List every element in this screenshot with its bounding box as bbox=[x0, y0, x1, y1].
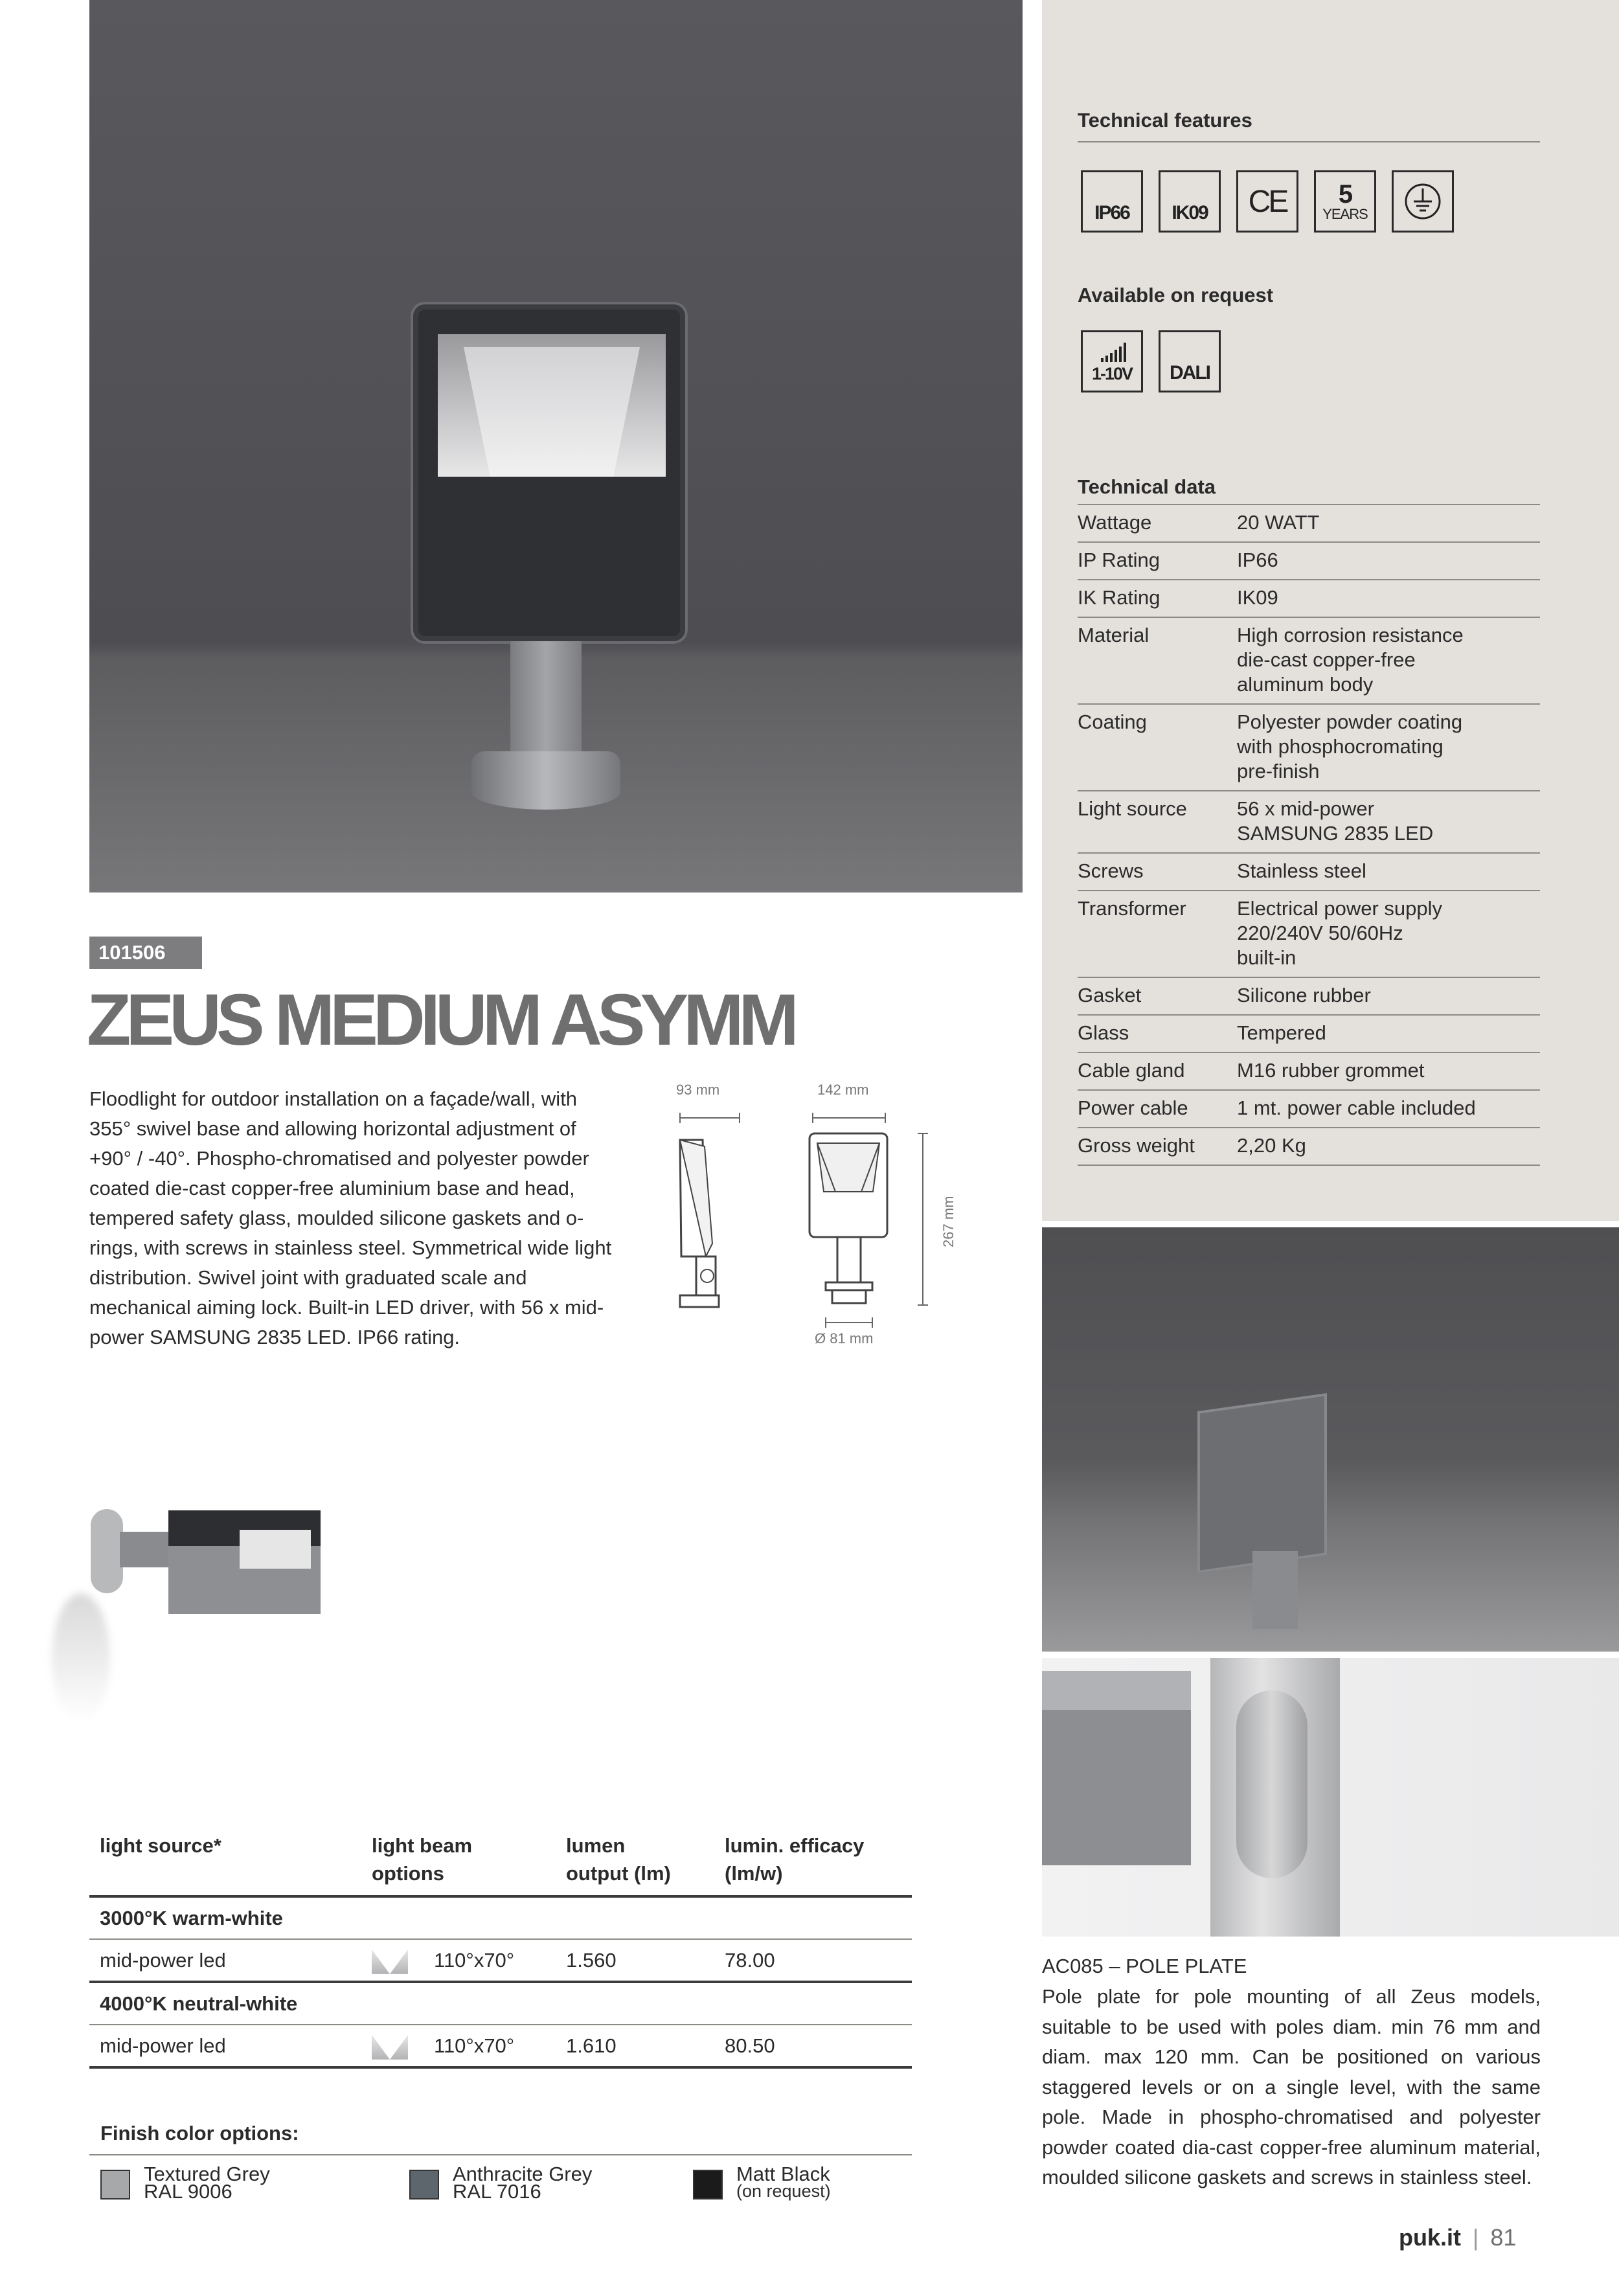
floodlight-head-side bbox=[1042, 1671, 1191, 1865]
floodlight-back-view bbox=[1197, 1393, 1327, 1573]
signal-bars-icon bbox=[1101, 343, 1126, 362]
tech-data-key: Coating bbox=[1078, 704, 1237, 791]
accessory-description: Pole plate for pole mounting of all Zeus models, suitable to be used with poles diam. min 76 mm and diam. max 120 mm. Can be positioned on various staggered levels or on a single level, with the same pole. Made in phospho-chromatised and polyester powder coated dia-cast copper-free aluminum material, moulded silicone gaskets and screws in stainless steel. bbox=[1042, 1985, 1541, 2188]
color-swatch-textured-grey bbox=[100, 2170, 130, 2199]
color-swatch-matt-black bbox=[693, 2170, 723, 2199]
technical-features-badges bbox=[1081, 170, 1454, 233]
tech-data-value: Polyester powder coating with phosphocromating pre-finish bbox=[1237, 704, 1540, 791]
table-cell-beam bbox=[361, 2025, 556, 2067]
tech-data-key: IK Rating bbox=[1078, 580, 1237, 617]
floodlight-base bbox=[471, 751, 620, 810]
color-swatch-anthracite-grey bbox=[409, 2170, 439, 2199]
accessory-title: AC085 – POLE PLATE bbox=[1042, 1955, 1247, 1977]
finish-label-textured-grey: Textured Grey RAL 9006 bbox=[144, 2163, 270, 2203]
dimension-height-label: 267 mm bbox=[940, 1196, 957, 1247]
table-row bbox=[1078, 505, 1540, 542]
ce-mark-icon: CE bbox=[1236, 170, 1298, 233]
dimming-1-10v-icon: 1-10V bbox=[1081, 330, 1143, 392]
floodlight-head bbox=[168, 1510, 321, 1614]
floodlight-head bbox=[413, 304, 685, 641]
page-footer bbox=[1399, 2224, 1516, 2251]
wall-bracket bbox=[91, 1509, 123, 1593]
dimension-depth-label: 93 mm bbox=[676, 1082, 720, 1098]
tech-data-value: 20 WATT bbox=[1237, 505, 1540, 542]
floodlight-swivel-base bbox=[1252, 1551, 1298, 1629]
tech-data-key: Gross weight bbox=[1078, 1128, 1237, 1165]
swivel-arm bbox=[120, 1532, 172, 1567]
tech-data-key: Wattage bbox=[1078, 505, 1237, 542]
tech-data-value: 56 x mid-power SAMSUNG 2835 LED bbox=[1237, 791, 1540, 853]
pole-plate bbox=[1236, 1690, 1308, 1878]
column-header-lumen-output: lumen output (lm) bbox=[556, 1832, 714, 1896]
beam-value: 110°x70° bbox=[434, 2034, 515, 2057]
column-header-efficacy: lumin. efficacy (lm/w) bbox=[714, 1832, 912, 1896]
tech-data-key: Light source bbox=[1078, 791, 1237, 853]
dimension-drawing bbox=[667, 1082, 978, 1367]
ip66-icon: IP66 bbox=[1081, 170, 1143, 233]
table-cell-source: mid-power led bbox=[89, 1939, 361, 1982]
tech-data-key: Transformer bbox=[1078, 891, 1237, 977]
table-cell-efficacy: 78.00 bbox=[714, 1939, 912, 1982]
table-row bbox=[1078, 853, 1540, 891]
beam-asymmetric-icon bbox=[372, 1949, 408, 1974]
product-title: ZEUS MEDIUM ASYMM bbox=[87, 979, 794, 1060]
tech-data-value: Electrical power supply 220/240V 50/60Hz built-in bbox=[1237, 891, 1540, 977]
table-row bbox=[1078, 580, 1540, 617]
hero-product-photo bbox=[89, 0, 1023, 892]
floodlight-reflector bbox=[438, 334, 666, 477]
table-row bbox=[1078, 977, 1540, 1015]
tech-data-value: 1 mt. power cable included bbox=[1237, 1090, 1540, 1128]
page-number: 81 bbox=[1490, 2224, 1517, 2251]
table-row bbox=[1078, 1015, 1540, 1052]
tech-data-key: IP Rating bbox=[1078, 542, 1237, 580]
tech-data-value: High corrosion resistance die-cast copper-free aluminum body bbox=[1237, 617, 1540, 704]
finish-label-anthracite-grey: Anthracite Grey RAL 7016 bbox=[453, 2163, 593, 2203]
earth-ground-icon bbox=[1392, 170, 1454, 233]
floodlight-swivel-joint bbox=[510, 641, 582, 758]
table-cell-lumen: 1.610 bbox=[556, 2025, 714, 2067]
dali-icon: DALI bbox=[1159, 330, 1221, 392]
table-row bbox=[1078, 791, 1540, 853]
five-years-warranty-icon: 5 YEARS bbox=[1314, 170, 1376, 233]
table-row bbox=[1078, 891, 1540, 977]
table-row bbox=[1078, 1128, 1540, 1165]
table-cell-lumen: 1.560 bbox=[556, 1939, 714, 1982]
finish-options-title: Finish color options: bbox=[100, 2122, 299, 2144]
table-row bbox=[1078, 1090, 1540, 1128]
ik09-icon: IK09 bbox=[1159, 170, 1221, 233]
light-glow bbox=[52, 1593, 110, 1723]
table-row bbox=[1078, 617, 1540, 704]
wall-mounted-floodlight-photo bbox=[52, 1503, 337, 1723]
tech-data-key: Cable gland bbox=[1078, 1052, 1237, 1090]
floodlight-angled-photo bbox=[1042, 1227, 1619, 1652]
brand-link[interactable]: puk.it bbox=[1399, 2224, 1461, 2251]
tech-data-value: 2,20 Kg bbox=[1237, 1128, 1540, 1165]
beam-asymmetric-icon bbox=[372, 2035, 408, 2060]
tech-data-value: IK09 bbox=[1237, 580, 1540, 617]
tech-data-key: Screws bbox=[1078, 853, 1237, 891]
table-row bbox=[1078, 542, 1540, 580]
tech-data-value: M16 rubber grommet bbox=[1237, 1052, 1540, 1090]
column-header-light-source: light source* bbox=[89, 1832, 361, 1896]
table-cell-source: mid-power led bbox=[89, 2025, 361, 2067]
table-cell-beam bbox=[361, 1939, 556, 1982]
table-row bbox=[1078, 704, 1540, 791]
tech-data-value: Stainless steel bbox=[1237, 853, 1540, 891]
light-specification-table bbox=[89, 1832, 912, 2069]
beam-value: 110°x70° bbox=[434, 1949, 515, 1972]
available-on-request-title: Available on request bbox=[1078, 284, 1274, 306]
table-cell-efficacy: 80.50 bbox=[714, 2025, 912, 2067]
group-warm-white: 3000°K warm-white bbox=[89, 1896, 912, 1939]
tech-data-value: Silicone rubber bbox=[1237, 977, 1540, 1015]
product-description: Floodlight for outdoor installation on a façade/wall, with 355° swivel base and allowing horizontal adjustment of +90° / -40°. Phospho-chromatised and polyester powder coated die-cast copper-free aluminium base and head, tempered safety glass, moulded silicone gaskets and o-rings, with screws in stainless steel. Symmetrical wide light distribution. Swivel joint with graduated scale and mechanical aiming lock. Built-in LED driver, with 56 x mid-power SAMSUNG 2835 LED. IP66 rating. bbox=[89, 1087, 612, 1348]
tech-data-key: Power cable bbox=[1078, 1090, 1237, 1128]
group-neutral-white: 4000°K neutral-white bbox=[89, 1982, 912, 2025]
dimension-base-label: Ø 81 mm bbox=[815, 1330, 874, 1347]
table-row bbox=[1078, 1052, 1540, 1090]
tech-data-key: Gasket bbox=[1078, 977, 1237, 1015]
technical-features-title: Technical features bbox=[1078, 109, 1252, 131]
product-code-badge: 101506 bbox=[89, 937, 202, 969]
beam-header-text: light beam options bbox=[372, 1834, 473, 1885]
divider bbox=[89, 2154, 912, 2155]
tech-data-value: Tempered bbox=[1237, 1015, 1540, 1052]
technical-data-title: Technical data bbox=[1078, 475, 1216, 498]
column-header-beam-options bbox=[361, 1832, 556, 1896]
tech-data-key: Material bbox=[1078, 617, 1237, 704]
tech-data-key: Glass bbox=[1078, 1015, 1237, 1052]
divider bbox=[1078, 141, 1540, 142]
footer-separator: | bbox=[1473, 2224, 1479, 2251]
tech-data-value: IP66 bbox=[1237, 542, 1540, 580]
available-on-request-badges bbox=[1081, 330, 1221, 392]
finish-label-matt-black: Matt Black (on request) bbox=[736, 2163, 831, 2201]
pole-plate-photo bbox=[1042, 1658, 1619, 1937]
dimension-width-label: 142 mm bbox=[817, 1082, 869, 1098]
technical-data-table bbox=[1078, 505, 1540, 1166]
